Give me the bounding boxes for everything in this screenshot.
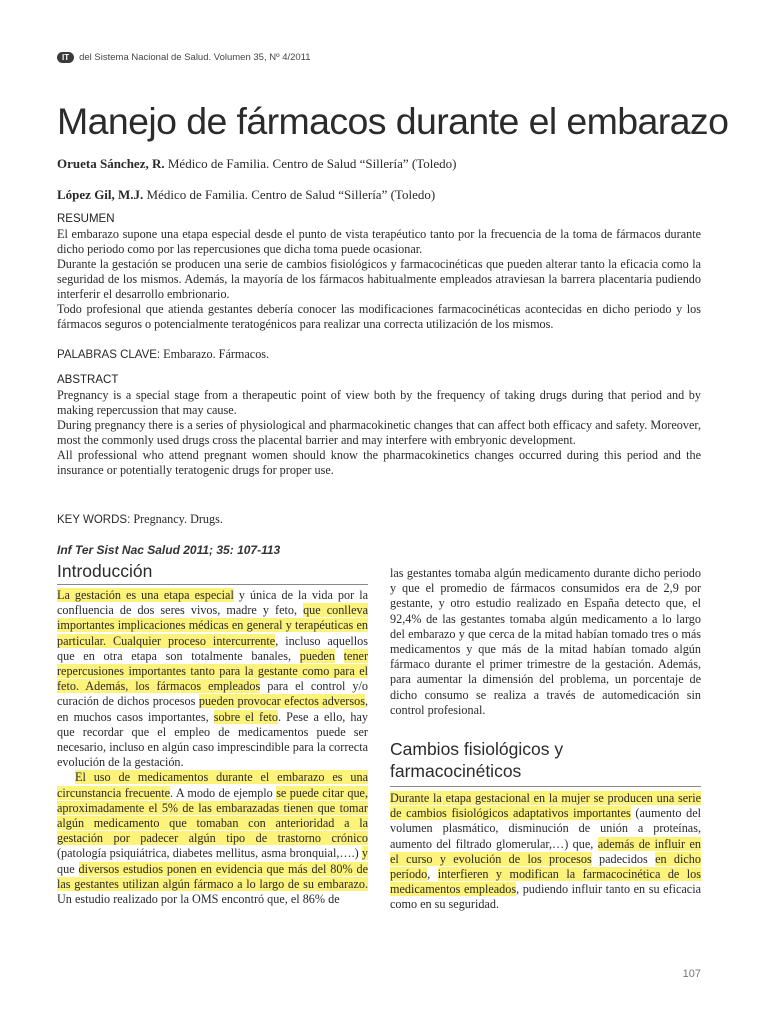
text-segment: que <box>57 861 79 876</box>
text-segment: y única de la vida por la confluencia de dos seres vivos, madre y feto, <box>57 588 368 618</box>
text-segment <box>335 649 344 663</box>
journal-name: del Sistema Nacional de Salud. Volumen 35, Nº 4/2011 <box>79 52 311 63</box>
highlighted-text: en dicho período <box>390 851 701 882</box>
resumen-heading: RESUMEN <box>57 213 115 225</box>
cambios-heading-line: farmacocinéticos <box>390 761 522 781</box>
highlighted-text: y <box>361 846 368 861</box>
text-segment: Un estudio realizado por la OMS encontró que, el 86% de <box>57 892 340 907</box>
keywords-label: KEY WORDS: <box>57 514 131 526</box>
text-segment: padecidos <box>591 851 656 866</box>
abstract-paragraph: During pregnancy there is a series of physiological and pharmacokinetic changes that can affect both efficacy and safety. Moreover, most the commonly used drugs cross the placental barrier and may interfere with embryonic development. <box>57 418 701 447</box>
keywords-text: Embarazo. Fármacos. <box>160 347 270 361</box>
highlighted-text: además de influir en el curso y evolución de los procesos <box>390 836 701 866</box>
cambios-heading-line: Cambios fisiológicos y <box>390 739 564 759</box>
right-column-bottom <box>390 791 701 913</box>
text-segment: , en muchos casos importantes, <box>57 694 368 724</box>
abstract-body <box>57 388 701 478</box>
highlighted-text: que conlleva importantes implicaciones médicas en general y terapéuticas en particular. Cualquier proceso intercurrente <box>57 603 368 648</box>
right-column-top <box>390 566 701 718</box>
highlighted-text: La gestación es una etapa especial <box>57 588 234 602</box>
highlighted-text: interfieren y modifican la farmacocinética de los medicamentos empleados <box>390 867 701 897</box>
abstract-heading: ABSTRACT <box>57 374 119 386</box>
text-segment: , pudiendo influir tanto en su eficacia como en su seguridad. <box>390 882 701 912</box>
resumen-paragraph: Todo profesional que atienda gestantes debería conocer las modificaciones farmacocinéticas acontecidas en dicho periodo y los fármacos seguros o potencialmente teratogénicos para realizar una correcta utilización de los mismos. <box>57 302 701 331</box>
cambios-heading <box>390 738 563 782</box>
intro-paragraph-1 <box>57 588 368 770</box>
text-segment: . Pese a ello, hay que recordar que el empleo de medicamentos puede ser necesario, incluso en algún caso imprescindible para la correcta evolución de la gestación. <box>57 709 369 770</box>
article-title: Manejo de fármacos durante el embarazo <box>57 100 729 142</box>
text-segment: (aumento del volumen plasmático, disminución de unión a proteínas, aumento del filtrado glomerular,…) que, <box>390 806 701 851</box>
journal-badge: IT <box>57 52 74 63</box>
heading-rule <box>390 786 701 787</box>
highlighted-text: sobre el feto <box>213 709 278 724</box>
abstract-keywords <box>57 512 223 527</box>
author-1-name: Orueta Sánchez, R. <box>57 156 165 171</box>
citation: Inf Ter Sist Nac Salud 2011; 35: 107-113 <box>57 543 281 557</box>
author-2 <box>57 187 435 203</box>
highlighted-text: pueden provocar efectos adversos <box>198 694 365 709</box>
resumen-body <box>57 227 701 332</box>
author-2-name: López Gil, M.J. <box>57 187 144 202</box>
cambios-paragraph-1 <box>390 791 701 913</box>
abstract-paragraph: Pregnancy is a special stage from a therapeutic point of view both by the frequency of taking drugs during that period and by making repercussion that may cause. <box>57 388 701 417</box>
resumen-paragraph: Durante la gestación se producen una serie de cambios fisiológicos y farmacocinéticas que pueden alterar tanto la eficacia como la seguridad de los mismos. Además, la mayoría de los fármacos habitualmente empleados atraviesan la barrera placentaria pudiendo interferir el desarrollo embrionario. <box>57 257 701 301</box>
intro-paragraph-3: las gestantes tomaba algún medicamento durante dicho periodo y que el promedio de fármacos consumidos era de 2,9 por gestante, y otro estudio realizado en España detecto que, el 92,4% de las gestantes tomaba algún medicamento a lo largo del embarazo y que cerca de la mitad habían tomado tres o más medicamentos y que más de la mitad habían tomado algún fármaco durante el primer trimestre de la gestación. Además, para aumentar la dimensión del problema, un porcentaje de dicho consumo se realiza a través de automedicación sin control profesional. <box>390 566 701 717</box>
text-segment: para el control y/o curación de dichos procesos <box>57 679 368 709</box>
highlighted-text: se puede citar que, aproximadamente el 5% de las embarazadas tienen que tomar algún medicamento que tomaban con anterioridad a la gestación por padecer algún tipo de trastorno crónico <box>57 785 368 846</box>
highlighted-text: diversos estudios ponen en evidencia que más del 80% de las gestantes utilizan algún fármaco a lo largo de su embarazo. <box>57 861 368 891</box>
text-segment: , <box>427 867 438 882</box>
author-1-affiliation: Médico de Familia. Centro de Salud “Sillería” (Toledo) <box>164 156 457 171</box>
heading-rule <box>57 584 368 585</box>
keywords-label: PALABRAS CLAVE: <box>57 349 161 361</box>
author-1 <box>57 156 456 172</box>
introduction-heading: Introducción <box>57 561 153 581</box>
text-segment: , incluso aquellos que en otra etapa son totalmente banales, <box>57 633 368 663</box>
highlighted-text: Durante la etapa gestacional en la mujer se producen una serie de cambios fisiológicos adaptativos importantes <box>390 791 701 821</box>
page-number: 107 <box>682 968 701 980</box>
resumen-keywords <box>57 347 269 362</box>
highlighted-text: tener repercusiones importantes tanto para la gestante como para el feto. Además, los fármacos empleados <box>57 648 369 694</box>
highlighted-text: pueden <box>299 648 335 663</box>
keywords-text: Pregnancy. Drugs. <box>130 512 223 526</box>
author-2-affiliation: Médico de Familia. Centro de Salud “Sillería” (Toledo) <box>143 187 436 202</box>
journal-header <box>57 52 311 63</box>
left-column <box>57 588 368 907</box>
resumen-paragraph: El embarazo supone una etapa especial desde el punto de vista terapéutico tanto por la frecuencia de la toma de fármacos durante dicho periodo como por las repercusiones que dicha toma puede ocasionar. <box>57 227 701 256</box>
text-segment: (patología psiquiátrica, diabetes mellitus, asma bronquial,….) <box>57 846 362 861</box>
highlighted-text: El uso de medicamentos durante el embarazo es una circunstancia frecuente <box>57 770 368 800</box>
intro-paragraph-2 <box>57 770 368 907</box>
abstract-paragraph: All professional who attend pregnant women should know the pharmacokinetics changes occurred during this period and the insurance or potentially teratogenic drugs for proper use. <box>57 448 701 477</box>
text-segment: . A modo de ejemplo <box>170 785 277 800</box>
